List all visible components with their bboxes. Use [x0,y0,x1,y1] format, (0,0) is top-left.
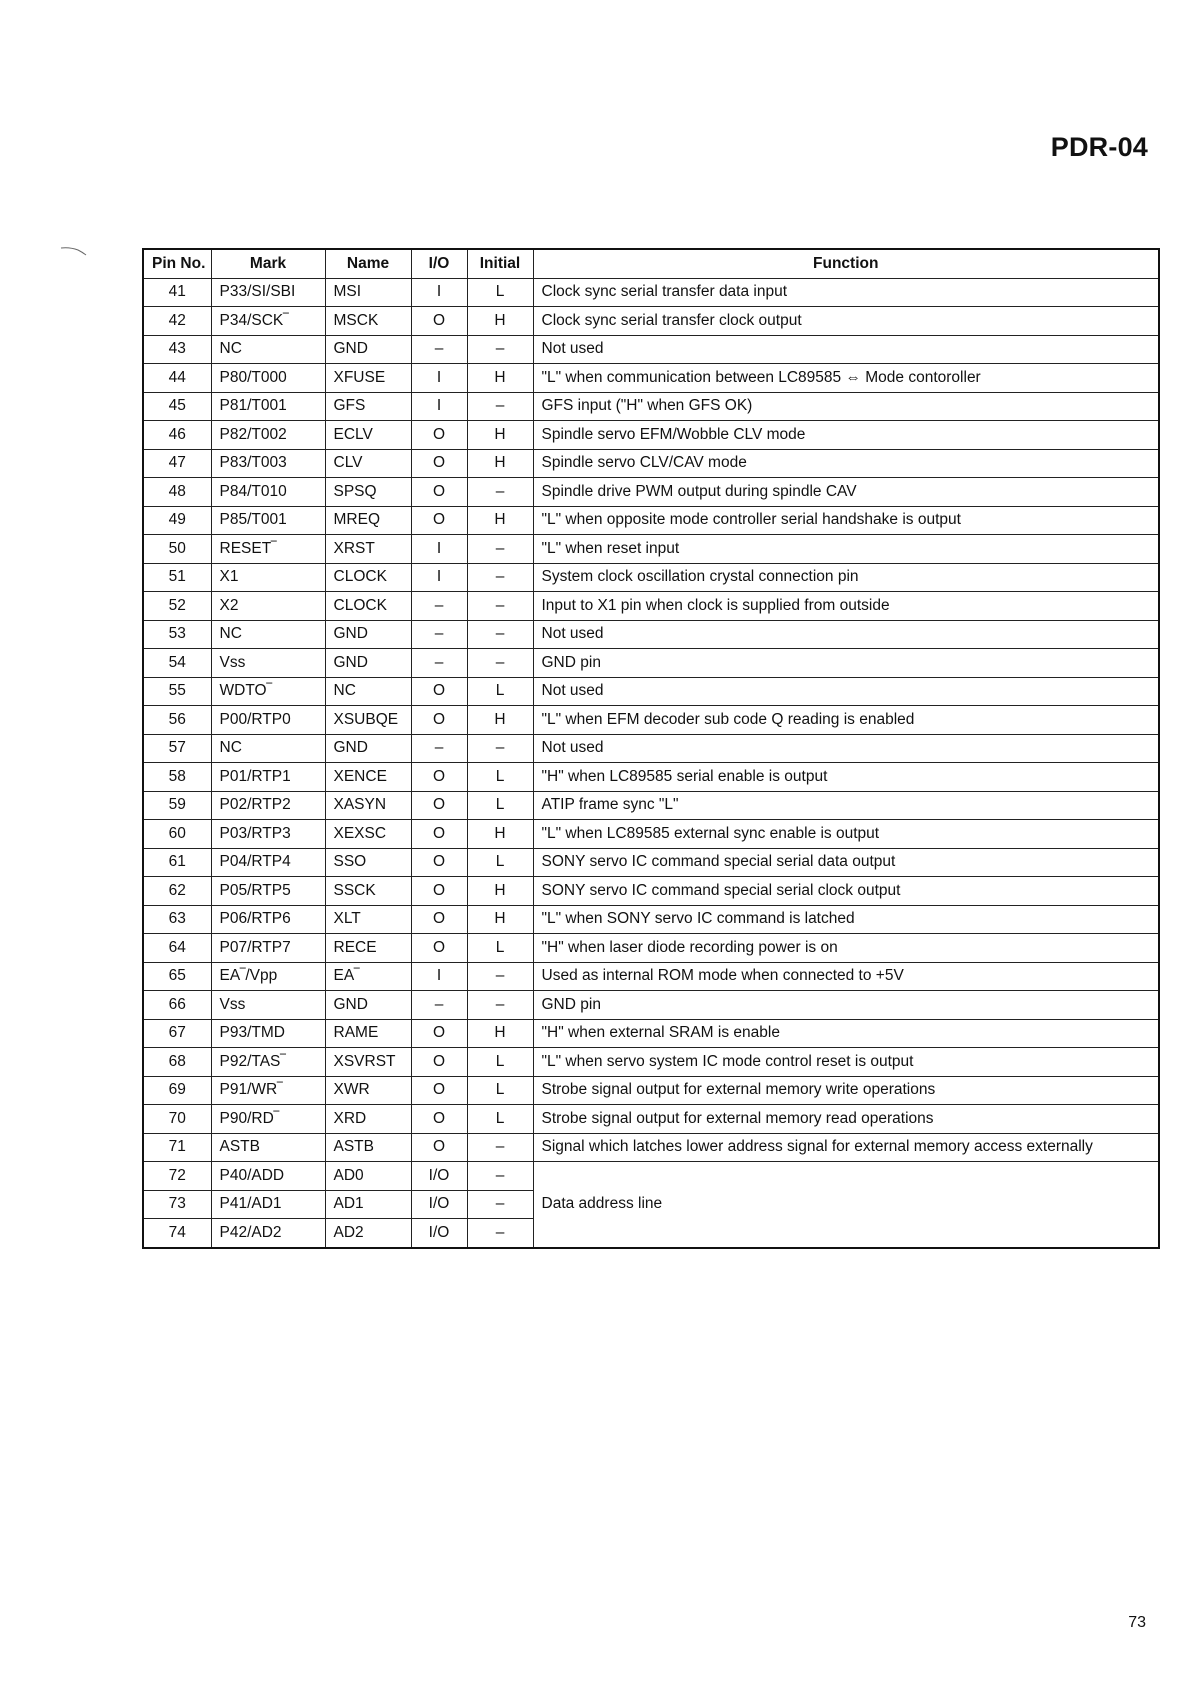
cell-initial: – [467,335,533,364]
table-row [143,1162,1159,1191]
cell-name: ECLV [325,421,411,450]
cell-mark: EA‾/Vpp [211,962,325,991]
cell-function: Not used [533,734,1159,763]
cell-name: SSO [325,848,411,877]
cell-initial: H [467,449,533,478]
cell-pin-no: 68 [143,1048,211,1077]
cell-name: XFUSE [325,364,411,393]
cell-pin-no: 50 [143,535,211,564]
cell-io: O [411,877,467,906]
cell-name: NC [325,677,411,706]
cell-mark: WDTO‾ [211,677,325,706]
cell-function: GFS input ("H" when GFS OK) [533,392,1159,421]
cell-io: I/O [411,1190,467,1219]
cell-mark: P92/TAS‾ [211,1048,325,1077]
cell-function: SONY servo IC command special serial data output [533,848,1159,877]
cell-io: I/O [411,1219,467,1248]
cell-io: – [411,649,467,678]
cell-mark: NC [211,734,325,763]
cell-function: "H" when external SRAM is enable [533,1019,1159,1048]
cell-pin-no: 56 [143,706,211,735]
cell-initial: L [467,1076,533,1105]
cell-io: O [411,934,467,963]
cell-pin-no: 71 [143,1133,211,1162]
cell-initial: – [467,991,533,1020]
cell-name: GND [325,991,411,1020]
cell-pin-no: 44 [143,364,211,393]
cell-pin-no: 53 [143,620,211,649]
cell-io: O [411,848,467,877]
cell-pin-no: 72 [143,1162,211,1191]
cell-name: MSI [325,278,411,307]
table-row [143,335,1159,364]
table-row [143,649,1159,678]
cell-name: RECE [325,934,411,963]
table-row [143,421,1159,450]
table-row [143,991,1159,1020]
column-header-function: Function [533,249,1159,278]
cell-name: AD0 [325,1162,411,1191]
cell-io: O [411,1076,467,1105]
cell-pin-no: 60 [143,820,211,849]
cell-name: XSUBQE [325,706,411,735]
column-header-pin-no: Pin No. [143,249,211,278]
cell-mark: P85/T001 [211,506,325,535]
cell-mark: P42/AD2 [211,1219,325,1248]
table-row [143,934,1159,963]
cell-io: O [411,791,467,820]
cell-pin-no: 70 [143,1105,211,1134]
cell-mark: RESET‾ [211,535,325,564]
cell-name: GND [325,620,411,649]
cell-function: Not used [533,620,1159,649]
table-row [143,364,1159,393]
cell-function: Spindle drive PWM output during spindle CAV [533,478,1159,507]
cell-pin-no: 46 [143,421,211,450]
cell-pin-no: 54 [143,649,211,678]
cell-function: GND pin [533,649,1159,678]
cell-function: "L" when reset input [533,535,1159,564]
cell-function: GND pin [533,991,1159,1020]
table-row [143,962,1159,991]
cell-pin-no: 43 [143,335,211,364]
cell-io: O [411,706,467,735]
cell-mark: P00/RTP0 [211,706,325,735]
table-row [143,1048,1159,1077]
cell-function: "L" when EFM decoder sub code Q reading is enabled [533,706,1159,735]
cell-function: "L" when opposite mode controller serial handshake is output [533,506,1159,535]
cell-initial: L [467,934,533,963]
cell-initial: – [467,535,533,564]
cell-pin-no: 57 [143,734,211,763]
column-header-initial: Initial [467,249,533,278]
cell-initial: H [467,905,533,934]
cell-name: GND [325,649,411,678]
cell-mark: Vss [211,649,325,678]
cell-io: O [411,1105,467,1134]
cell-pin-no: 65 [143,962,211,991]
cell-pin-no: 51 [143,563,211,592]
cell-function: Not used [533,335,1159,364]
cell-pin-no: 55 [143,677,211,706]
table-row [143,449,1159,478]
cell-initial: – [467,734,533,763]
cell-name: MSCK [325,307,411,336]
cell-io: I/O [411,1162,467,1191]
cell-io: – [411,335,467,364]
table-row [143,392,1159,421]
cell-name: XENCE [325,763,411,792]
cell-name: XSVRST [325,1048,411,1077]
cell-mark: P01/RTP1 [211,763,325,792]
cell-name: RAME [325,1019,411,1048]
cell-initial: L [467,278,533,307]
cell-name: XWR [325,1076,411,1105]
cell-io: – [411,620,467,649]
cell-mark: P83/T003 [211,449,325,478]
cell-mark: P07/RTP7 [211,934,325,963]
cell-mark: P40/ADD [211,1162,325,1191]
cell-initial: – [467,1162,533,1191]
cell-io: O [411,677,467,706]
cell-io: I [411,962,467,991]
cell-io: O [411,1019,467,1048]
cell-mark: P90/RD‾ [211,1105,325,1134]
pin-function-table [142,248,1160,1249]
cell-initial: – [467,962,533,991]
cell-io: O [411,763,467,792]
cell-initial: – [467,563,533,592]
cell-pin-no: 59 [143,791,211,820]
cell-mark: P02/RTP2 [211,791,325,820]
cell-io: I [411,278,467,307]
cell-io: I [411,535,467,564]
cell-pin-no: 64 [143,934,211,963]
model-title: PDR-04 [1050,132,1148,162]
cell-mark: NC [211,620,325,649]
cell-pin-no: 69 [143,1076,211,1105]
cell-mark: Vss [211,991,325,1020]
cell-name: MREQ [325,506,411,535]
cell-function: "L" when LC89585 external sync enable is output [533,820,1159,849]
cell-initial: L [467,1048,533,1077]
cell-mark: P82/T002 [211,421,325,450]
cell-function: Strobe signal output for external memory write operations [533,1076,1159,1105]
cell-mark: P41/AD1 [211,1190,325,1219]
column-header-io: I/O [411,249,467,278]
cell-initial: L [467,677,533,706]
cell-function: System clock oscillation crystal connection pin [533,563,1159,592]
cell-io: O [411,478,467,507]
cell-io: O [411,905,467,934]
cell-function: Input to X1 pin when clock is supplied from outside [533,592,1159,621]
cell-io: O [411,449,467,478]
cell-function: Clock sync serial transfer data input [533,278,1159,307]
cell-name: XASYN [325,791,411,820]
cell-name: GND [325,734,411,763]
cell-mark: P84/T010 [211,478,325,507]
cell-name: GFS [325,392,411,421]
cell-mark: P03/RTP3 [211,820,325,849]
cell-pin-no: 58 [143,763,211,792]
table-row [143,307,1159,336]
table-row [143,535,1159,564]
cell-name: XRST [325,535,411,564]
table-row [143,620,1159,649]
table-row [143,1105,1159,1134]
cell-name: AD1 [325,1190,411,1219]
cell-pin-no: 48 [143,478,211,507]
table-row [143,791,1159,820]
cell-pin-no: 61 [143,848,211,877]
cell-name: SPSQ [325,478,411,507]
cell-function: Data address line [533,1162,1159,1248]
cell-initial: H [467,1019,533,1048]
table-body [143,278,1159,1248]
cell-name: XLT [325,905,411,934]
table-row [143,592,1159,621]
cell-pin-no: 62 [143,877,211,906]
cell-initial: H [467,364,533,393]
cell-initial: H [467,877,533,906]
cell-function: "H" when laser diode recording power is on [533,934,1159,963]
cell-pin-no: 63 [143,905,211,934]
cell-initial: – [467,478,533,507]
cell-pin-no: 47 [143,449,211,478]
table-row [143,905,1159,934]
cell-function: Used as internal ROM mode when connected to +5V [533,962,1159,991]
cell-io: – [411,734,467,763]
cell-initial: – [467,620,533,649]
cell-initial: H [467,421,533,450]
cell-io: O [411,1048,467,1077]
cell-initial: – [467,592,533,621]
cell-io: O [411,506,467,535]
cell-io: I [411,364,467,393]
table-row [143,478,1159,507]
table-row [143,734,1159,763]
table-row [143,1076,1159,1105]
cell-initial: H [467,307,533,336]
cell-mark: X1 [211,563,325,592]
cell-name: EA‾ [325,962,411,991]
cell-pin-no: 73 [143,1190,211,1219]
cell-io: O [411,421,467,450]
table-row [143,877,1159,906]
margin-mark-decoration [60,246,88,256]
cell-pin-no: 41 [143,278,211,307]
cell-function: ATIP frame sync "L" [533,791,1159,820]
table-row [143,563,1159,592]
cell-mark: P05/RTP5 [211,877,325,906]
cell-name: GND [325,335,411,364]
cell-name: ASTB [325,1133,411,1162]
cell-initial: – [467,1133,533,1162]
cell-initial: L [467,791,533,820]
cell-io: O [411,1133,467,1162]
cell-name: XEXSC [325,820,411,849]
cell-name: CLOCK [325,563,411,592]
cell-pin-no: 74 [143,1219,211,1248]
cell-mark: P33/SI/SBI [211,278,325,307]
cell-initial: H [467,706,533,735]
cell-initial: – [467,1219,533,1248]
table-row [143,706,1159,735]
cell-function: Strobe signal output for external memory read operations [533,1105,1159,1134]
cell-mark: P80/T000 [211,364,325,393]
cell-io: I [411,392,467,421]
cell-io: I [411,563,467,592]
table-row [143,1019,1159,1048]
cell-initial: H [467,820,533,849]
cell-mark: NC [211,335,325,364]
cell-mark: P04/RTP4 [211,848,325,877]
cell-initial: – [467,1190,533,1219]
cell-initial: – [467,649,533,678]
table-row [143,848,1159,877]
cell-pin-no: 49 [143,506,211,535]
cell-mark: ASTB [211,1133,325,1162]
cell-mark: X2 [211,592,325,621]
cell-initial: L [467,1105,533,1134]
cell-function: SONY servo IC command special serial clock output [533,877,1159,906]
table-row [143,677,1159,706]
cell-name: SSCK [325,877,411,906]
cell-mark: P93/TMD [211,1019,325,1048]
cell-pin-no: 52 [143,592,211,621]
cell-name: XRD [325,1105,411,1134]
page-number: 73 [1128,1614,1146,1631]
cell-function: "L" when servo system IC mode control reset is output [533,1048,1159,1077]
cell-function: "L" when SONY servo IC command is latched [533,905,1159,934]
cell-initial: L [467,848,533,877]
table-row [143,820,1159,849]
cell-mark: P91/WR‾ [211,1076,325,1105]
cell-io: – [411,592,467,621]
cell-pin-no: 66 [143,991,211,1020]
cell-initial: – [467,392,533,421]
cell-function: Not used [533,677,1159,706]
column-header-name: Name [325,249,411,278]
table-row [143,763,1159,792]
cell-io: O [411,820,467,849]
table-header-row [143,249,1159,278]
cell-function: Spindle servo EFM/Wobble CLV mode [533,421,1159,450]
column-header-mark: Mark [211,249,325,278]
cell-function: "H" when LC89585 serial enable is output [533,763,1159,792]
cell-name: CLV [325,449,411,478]
cell-initial: H [467,506,533,535]
cell-mark: P34/SCK‾ [211,307,325,336]
table-row [143,1133,1159,1162]
cell-pin-no: 67 [143,1019,211,1048]
cell-function: "L" when communication between LC89585 ⇔ Mode contoroller [533,364,1159,393]
cell-pin-no: 45 [143,392,211,421]
cell-name: AD2 [325,1219,411,1248]
cell-name: CLOCK [325,592,411,621]
table-row [143,278,1159,307]
cell-pin-no: 42 [143,307,211,336]
cell-mark: P06/RTP6 [211,905,325,934]
cell-function: Signal which latches lower address signal for external memory access externally [533,1133,1159,1162]
cell-io: – [411,991,467,1020]
table-row [143,506,1159,535]
cell-io: O [411,307,467,336]
cell-mark: P81/T001 [211,392,325,421]
cell-function: Spindle servo CLV/CAV mode [533,449,1159,478]
cell-initial: L [467,763,533,792]
cell-function: Clock sync serial transfer clock output [533,307,1159,336]
